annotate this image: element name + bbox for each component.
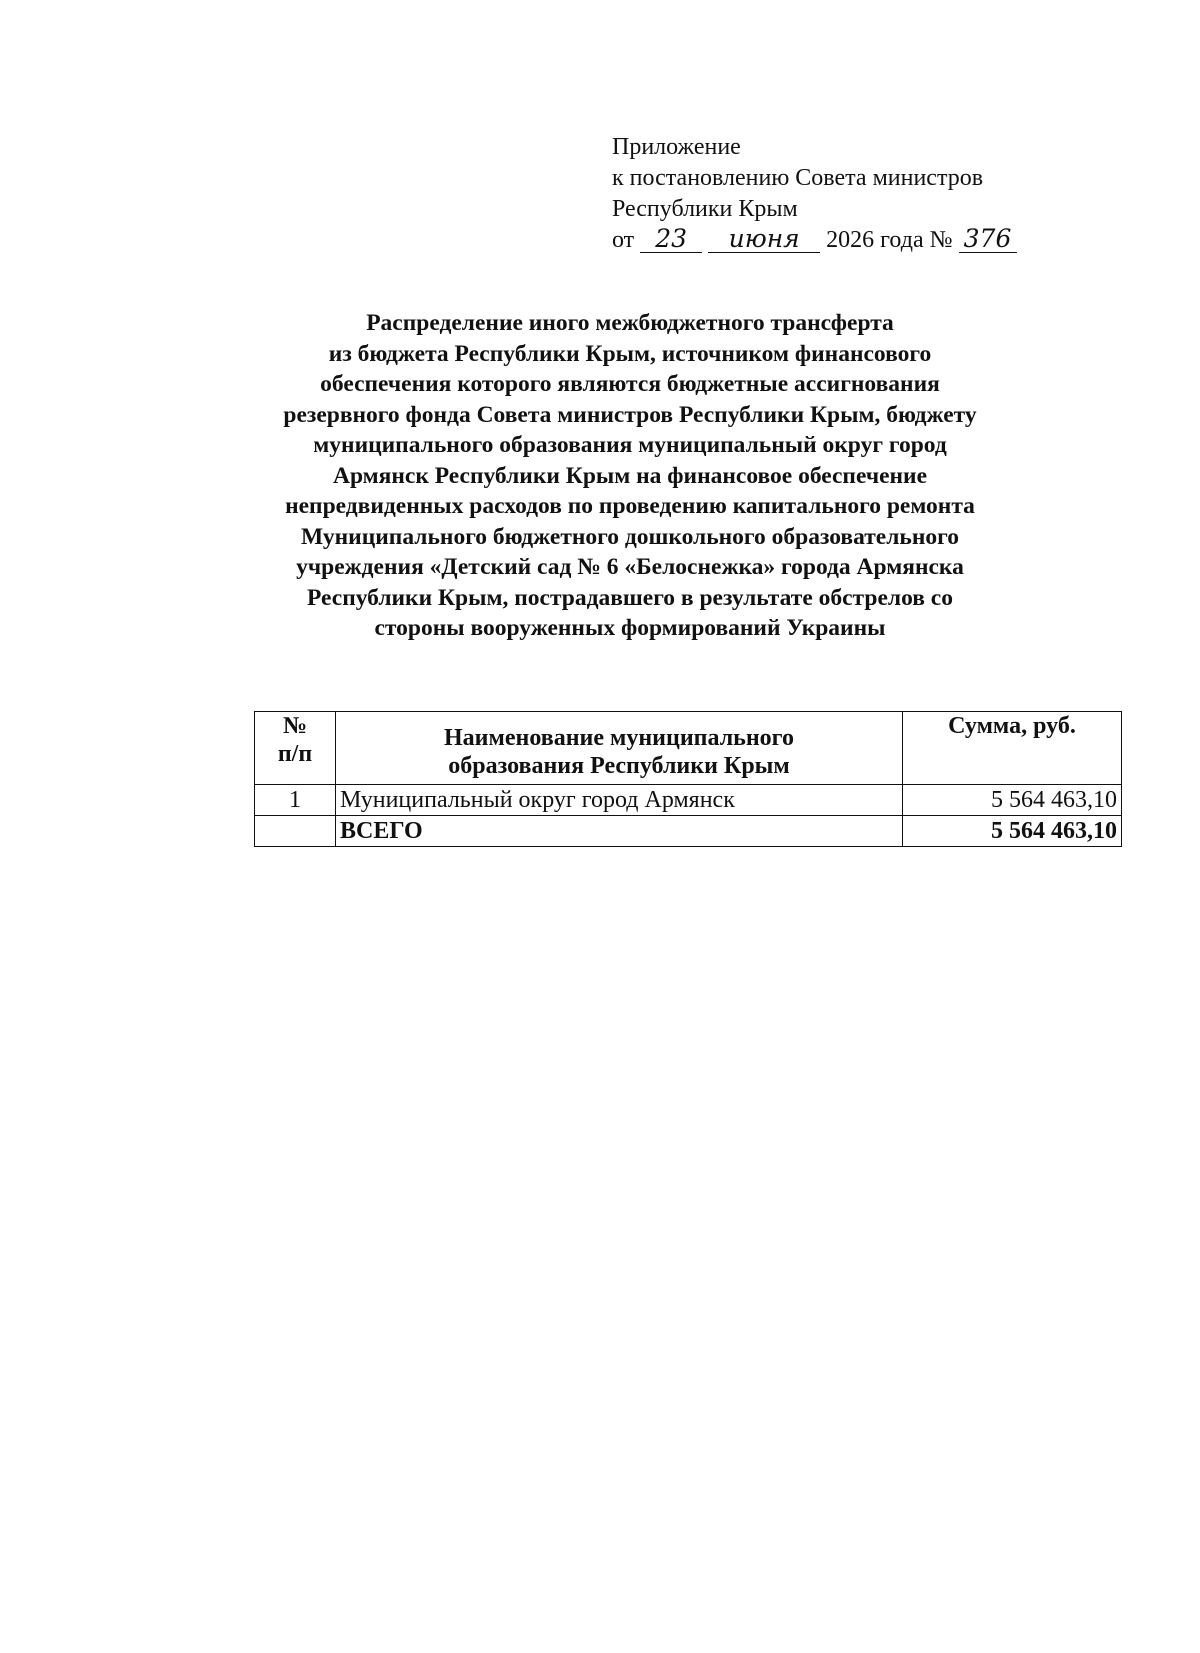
header-name-line2: образования Республики Крым [448,753,790,779]
header-name [336,712,903,785]
header-num [255,712,336,785]
total-sum: 5 564 463,10 [903,816,1122,847]
appendix-label: Приложение [612,134,741,160]
title-line: обеспечения которого являются бюджетные ассигнования [320,371,940,397]
title-line: Республики Крым, пострадавшего в результате обстрелов со [307,584,953,611]
appendix-resolution-line: к постановлению Совета министров [612,165,984,191]
date-day-handwritten: 23 [640,226,702,253]
title-line: Армянск Республики Крым на финансовое обеспечение [332,462,928,489]
date-prefix: от [612,227,635,253]
appendix-republic-line: Республики Крым [612,196,798,222]
title-line: из бюджета Республики Крым, источником финансового [328,340,932,367]
title-line: учреждения «Детский сад № 6 «Белоснежка» города Армянска [296,554,964,580]
document-title [210,308,1050,644]
distribution-table [254,711,1122,847]
table-total-row [255,816,1122,847]
date-month-handwritten: июня [708,226,820,253]
row-name: Муниципальный округ город Армянск [336,785,903,816]
total-label: ВСЕГО [336,816,903,847]
title-line: муниципального образования муниципальный округ город [313,432,947,458]
title-line: Муниципального бюджетного дошкольного образовательного [301,523,959,550]
header-name-line1: Наименование муниципального [444,725,794,751]
appendix-header [612,132,1072,256]
row-sum: 5 564 463,10 [903,785,1122,816]
table-row [255,785,1122,816]
total-num-empty [255,816,336,847]
header-num-symbol: № [282,713,308,739]
appendix-date-line [612,225,1072,256]
header-sum: Сумма, руб. [903,712,1122,785]
table-header-row [255,712,1122,785]
title-line: непредвиденных расходов по проведению капитального ремонта [285,493,975,519]
date-year-text: 2026 года № [826,227,953,253]
title-line: стороны вооруженных формирований Украины [374,615,886,641]
title-line: резервного фонда Совета министров Республики Крым, бюджету [283,401,977,428]
row-num: 1 [255,785,336,816]
doc-number-handwritten: 376 [959,226,1017,253]
title-line: Распределение иного межбюджетного трансферта [366,310,894,336]
header-num-abbr: п/п [277,741,313,767]
